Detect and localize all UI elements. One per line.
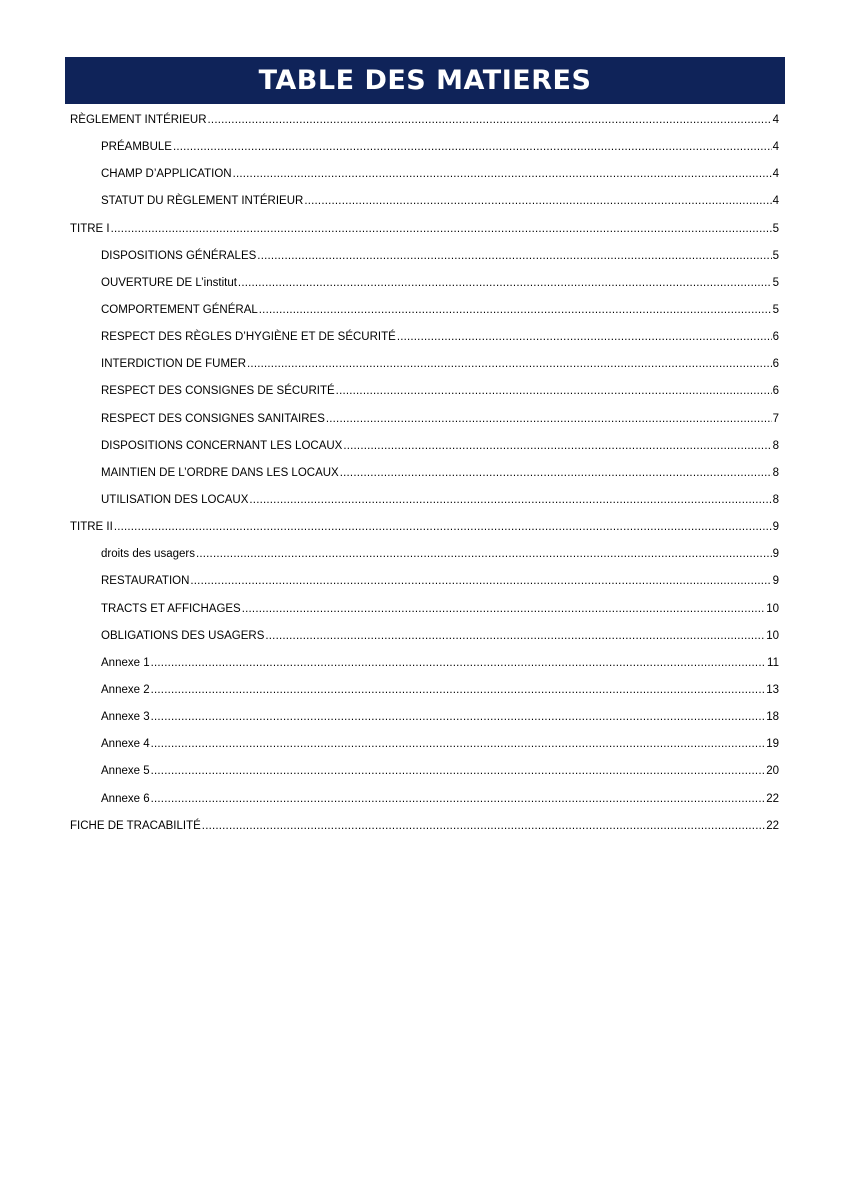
page-title: TABLE DES MATIERES [258,65,592,96]
toc-leader-dots [238,273,772,293]
toc-leader-dots [151,734,766,754]
toc-entry-label: RÈGLEMENT INTÉRIEUR [70,114,207,126]
toc-leader-dots [340,463,772,483]
toc-entry[interactable] [70,463,779,490]
toc-entry[interactable] [70,816,779,843]
toc-entry[interactable] [70,164,779,191]
toc-leader-dots [190,571,771,591]
toc-leader-dots [196,544,772,564]
toc-entry-page: 20 [766,765,779,778]
toc-entry-page: 7 [772,412,779,425]
toc-entry-page: 5 [772,303,779,316]
toc-entry-page: 9 [772,575,779,588]
toc-entry[interactable] [70,436,779,463]
toc-leader-dots [259,300,772,320]
toc-entry-label: Annexe 2 [101,683,150,696]
toc-entry-label: UTILISATION DES LOCAUX [101,493,249,506]
toc-entry[interactable] [70,599,779,626]
toc-entry-label: RESPECT DES RÈGLES D’HYGIÈNE ET DE SÉCURITÉ [101,331,396,344]
toc-entry-label: INTERDICTION DE FUMER [101,358,247,371]
toc-entry-label: RESTAURATION [101,575,190,588]
toc-entry[interactable] [70,544,779,571]
toc-entry[interactable] [70,137,779,164]
toc-entry-label: Annexe 5 [101,765,150,778]
toc-leader-dots [151,707,766,727]
toc-entry[interactable] [70,517,779,544]
toc-entry-page: 6 [772,358,779,371]
toc-entry-label: MAINTIEN DE L’ORDRE DANS LES LOCAUX [101,466,339,479]
toc-entry-page: 18 [766,711,779,724]
toc-leader-dots [151,680,766,700]
toc-leader-dots [336,381,772,401]
toc-entry-label: FICHE DE TRACABILITÉ [70,819,201,832]
toc-entry-label: droits des usagers [101,548,195,561]
toc-leader-dots [247,354,772,374]
toc-leader-dots [111,219,772,239]
toc-entry[interactable] [70,789,779,816]
toc-entry-page: 11 [767,656,779,669]
toc-entry[interactable] [70,653,779,680]
toc-entry-page: 9 [772,521,779,534]
toc-entry-label: PRÉAMBULE [101,141,172,154]
toc-entry-page: 22 [766,819,779,832]
toc-entry-label: TITRE II [70,521,113,534]
toc-entry-label: TITRE I [70,222,110,235]
toc-leader-dots [114,517,772,537]
toc-entry[interactable] [70,191,779,218]
toc-leader-dots [265,626,765,646]
toc-leader-dots [151,789,766,809]
toc-leader-dots [233,164,772,184]
toc-leader-dots [173,137,772,157]
toc-entry[interactable] [70,219,779,246]
toc-entry-label: OUVERTURE DE L’institut [101,276,237,289]
toc-entry[interactable] [70,327,779,354]
toc-leader-dots [343,436,771,456]
toc-entry-page: 19 [766,738,779,751]
toc-entry-page: 10 [766,629,779,642]
toc-entry-label: DISPOSITIONS CONCERNANT LES LOCAUX [101,439,343,452]
toc-entry[interactable] [70,110,779,137]
toc-entry-label: RESPECT DES CONSIGNES SANITAIRES [101,412,325,425]
toc-leader-dots [257,246,771,266]
toc-entry-page: 4 [772,195,779,208]
title-banner [65,57,785,104]
toc-entry[interactable] [70,300,779,327]
toc-entry[interactable] [70,273,779,300]
toc-entry[interactable] [70,246,779,273]
toc-entry-label: STATUT DU RÈGLEMENT INTÉRIEUR [101,195,304,208]
toc-entry-label: Annexe 3 [101,711,150,724]
toc-entry[interactable] [70,734,779,761]
toc-entry-page: 4 [772,114,779,126]
toc-entry[interactable] [70,626,779,653]
toc-entry-page: 8 [772,493,779,506]
toc-leader-dots [151,761,766,781]
toc-entry[interactable] [70,707,779,734]
toc-entry-label: COMPORTEMENT GÉNÉRAL [101,303,258,316]
toc-entry-label: Annexe 1 [101,656,150,669]
toc-entry-label: RESPECT DES CONSIGNES DE SÉCURITÉ [101,385,335,398]
toc-entry-page: 5 [772,276,779,289]
toc-entry[interactable] [70,761,779,788]
toc-leader-dots [208,110,772,130]
toc-entry-page: 22 [766,792,779,805]
toc-leader-dots [304,191,771,211]
toc-entry[interactable] [70,381,779,408]
toc-leader-dots [249,490,771,510]
toc-entry-page: 4 [772,141,779,154]
toc-entry-label: TRACTS ET AFFICHAGES [101,602,241,615]
toc-entry-label: DISPOSITIONS GÉNÉRALES [101,249,257,262]
toc-entry[interactable] [70,571,779,598]
toc-entry-page: 5 [772,222,779,235]
toc-entry-page: 8 [772,439,779,452]
toc-entry-label: Annexe 4 [101,738,150,751]
toc-leader-dots [242,599,765,619]
toc-leader-dots [202,816,765,836]
toc-entry[interactable] [70,409,779,436]
toc-leader-dots [397,327,772,347]
toc-entry-page: 10 [766,602,779,615]
toc-entry[interactable] [70,490,779,517]
toc-entry-label: Annexe 6 [101,792,150,805]
table-of-contents [70,110,779,843]
toc-entry-page: 8 [772,466,779,479]
toc-leader-dots [151,653,766,673]
toc-entry[interactable] [70,680,779,707]
toc-leader-dots [326,409,772,429]
toc-entry-page: 5 [772,249,779,262]
toc-entry[interactable] [70,354,779,381]
toc-entry-page: 6 [772,385,779,398]
toc-entry-page: 13 [766,683,779,696]
toc-entry-page: 9 [772,548,779,561]
toc-entry-label: OBLIGATIONS DES USAGERS [101,629,265,642]
toc-entry-label: CHAMP D’APPLICATION [101,168,232,181]
toc-entry-page: 4 [772,168,779,181]
toc-entry-page: 6 [772,331,779,344]
